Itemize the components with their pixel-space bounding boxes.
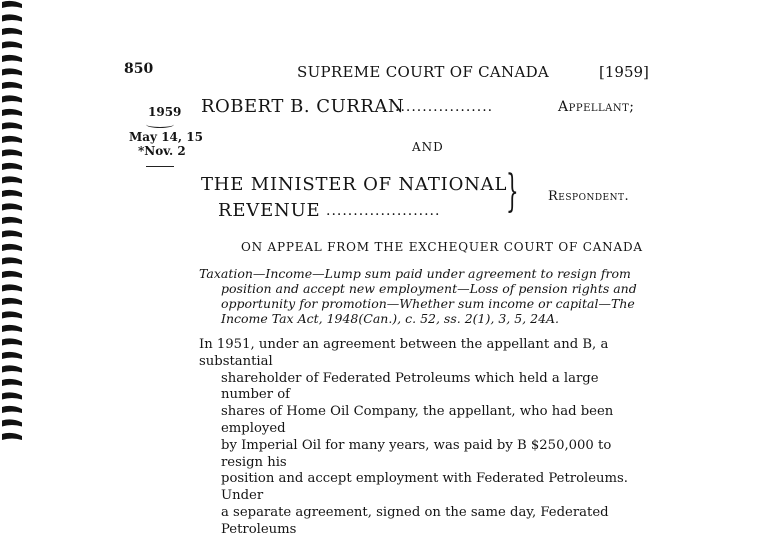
body-line: In 1951, under an agreement between the appellant and B, a substantial <box>199 337 609 369</box>
report-year: [1959] <box>599 63 649 81</box>
margin-rule <box>146 166 174 167</box>
body-line: shares of Home Oil Company, the appellant, who had been employed <box>221 404 614 436</box>
appellant-name: ROBERT B. CURRAN <box>201 96 405 117</box>
margin-hearing-dates: May 14, 15 <box>129 130 203 144</box>
appellant-leader-dots: .................. <box>395 99 494 115</box>
headnote-catchwords <box>199 266 651 326</box>
margin-judgment-date: *Nov. 2 <box>138 144 186 158</box>
court-name-header: SUPREME COURT OF CANADA <box>297 63 550 81</box>
respondent-name-line2: REVENUE <box>218 200 321 221</box>
headnote-line: position and accept new employment—Loss of pension rights and <box>221 281 637 296</box>
headnote-line: Taxation—Income—Lump sum paid under agreement to resign from <box>199 266 631 281</box>
page-number: 850 <box>124 61 154 77</box>
headnote-body <box>199 337 654 539</box>
body-line: shareholder of Federated Petroleums which held a large number of <box>221 370 599 403</box>
body-line: a separate agreement, signed on the same day, Federated Petroleums <box>221 504 609 537</box>
headnote-line: opportunity for promotion—Whether sum income or capital—The <box>221 296 635 311</box>
margin-brace <box>146 121 174 128</box>
appellant-label: Appellant; <box>558 99 635 115</box>
margin-year: 1959 <box>148 105 182 119</box>
body-line: by Imperial Oil for many years, was paid by B $250,000 to resign his <box>221 437 612 470</box>
appeal-heading: ON APPEAL FROM THE EXCHEQUER COURT OF CANADA <box>241 240 643 254</box>
respondent-name-line1: THE MINISTER OF NATIONAL <box>201 174 508 195</box>
respondent-leader-dots: ..................... <box>326 203 441 219</box>
respondent-label: Respondent. <box>548 189 630 204</box>
and-separator: AND <box>412 140 444 154</box>
respondent-brace: } <box>506 166 519 217</box>
headnote-line: Income Tax Act, 1948(Can.), c. 52, ss. 2(1), 3, 5, 24A. <box>221 311 560 326</box>
body-line: position and accept employment with Federated Petroleums. Under <box>221 471 629 504</box>
